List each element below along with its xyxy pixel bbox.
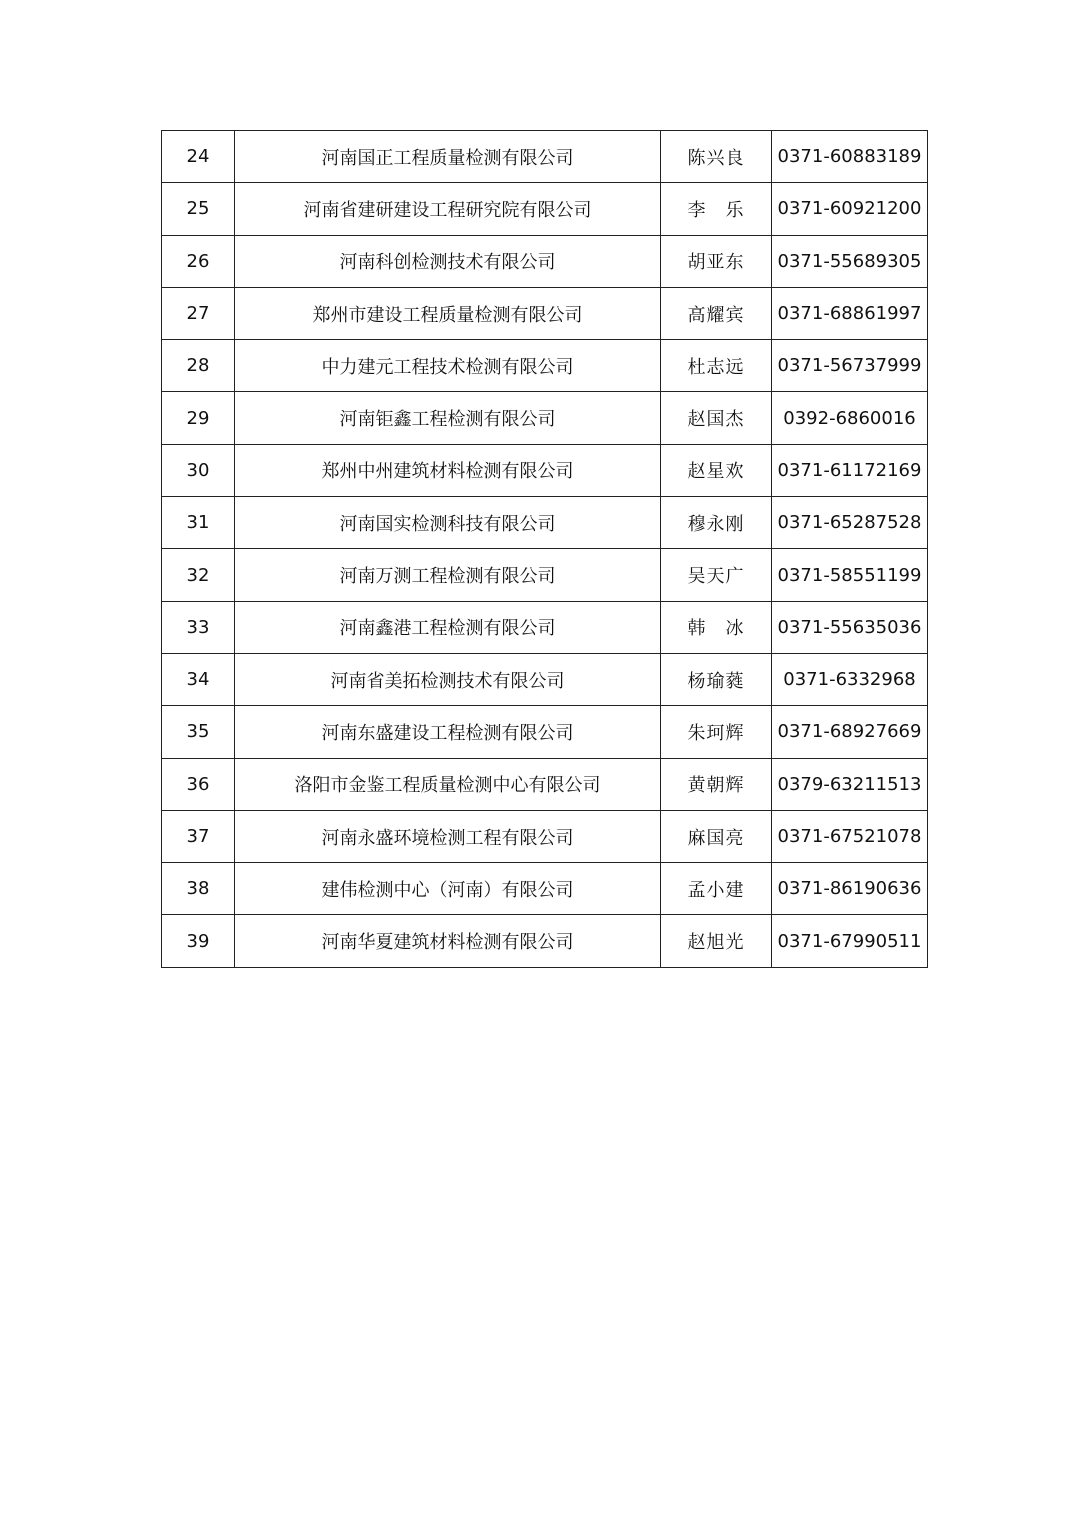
row-number-cell: 24	[162, 131, 235, 183]
table-row	[162, 653, 928, 705]
company-name-cell: 河南钜鑫工程检测有限公司	[235, 392, 661, 444]
contact-person-cell: 李 乐	[661, 183, 772, 235]
phone-number-cell: 0371-55689305	[772, 235, 928, 287]
table-row	[162, 810, 928, 862]
company-contact-table	[161, 130, 928, 968]
row-number-cell: 31	[162, 497, 235, 549]
row-number-cell: 36	[162, 758, 235, 810]
table-row	[162, 601, 928, 653]
contact-person-cell: 高耀宾	[661, 287, 772, 339]
table-row	[162, 444, 928, 496]
phone-number-cell: 0371-68927669	[772, 706, 928, 758]
phone-number-cell: 0371-65287528	[772, 497, 928, 549]
row-number-cell: 30	[162, 444, 235, 496]
company-name-cell: 郑州市建设工程质量检测有限公司	[235, 287, 661, 339]
contact-person-cell: 赵星欢	[661, 444, 772, 496]
phone-number-cell: 0371-61172169	[772, 444, 928, 496]
table-row	[162, 497, 928, 549]
phone-number-cell: 0371-67990511	[772, 915, 928, 967]
table-row	[162, 340, 928, 392]
table-row	[162, 758, 928, 810]
row-number-cell: 28	[162, 340, 235, 392]
contact-person-cell: 孟小建	[661, 863, 772, 915]
company-name-cell: 河南华夏建筑材料检测有限公司	[235, 915, 661, 967]
table-row	[162, 392, 928, 444]
row-number-cell: 37	[162, 810, 235, 862]
company-name-cell: 河南鑫港工程检测有限公司	[235, 601, 661, 653]
company-name-cell: 建伟检测中心（河南）有限公司	[235, 863, 661, 915]
contact-person-cell: 杨瑜蕤	[661, 653, 772, 705]
row-number-cell: 35	[162, 706, 235, 758]
row-number-cell: 38	[162, 863, 235, 915]
company-name-cell: 河南万测工程检测有限公司	[235, 549, 661, 601]
contact-person-cell: 麻国亮	[661, 810, 772, 862]
contact-person-cell: 吴天广	[661, 549, 772, 601]
table-row	[162, 131, 928, 183]
row-number-cell: 25	[162, 183, 235, 235]
phone-number-cell: 0371-60921200	[772, 183, 928, 235]
table-row	[162, 706, 928, 758]
phone-number-cell: 0371-86190636	[772, 863, 928, 915]
table-body	[162, 131, 928, 968]
company-name-cell: 河南国正工程质量检测有限公司	[235, 131, 661, 183]
phone-number-cell: 0371-55635036	[772, 601, 928, 653]
contact-person-cell: 赵国杰	[661, 392, 772, 444]
phone-number-cell: 0371-67521078	[772, 810, 928, 862]
contact-person-cell: 黄朝辉	[661, 758, 772, 810]
row-number-cell: 26	[162, 235, 235, 287]
company-name-cell: 河南东盛建设工程检测有限公司	[235, 706, 661, 758]
table-row	[162, 235, 928, 287]
company-name-cell: 洛阳市金鉴工程质量检测中心有限公司	[235, 758, 661, 810]
table-row	[162, 915, 928, 967]
contact-person-cell: 赵旭光	[661, 915, 772, 967]
contact-person-cell: 穆永刚	[661, 497, 772, 549]
contact-person-cell: 朱珂辉	[661, 706, 772, 758]
company-name-cell: 河南科创检测技术有限公司	[235, 235, 661, 287]
company-name-cell: 河南省美拓检测技术有限公司	[235, 653, 661, 705]
phone-number-cell: 0371-56737999	[772, 340, 928, 392]
row-number-cell: 27	[162, 287, 235, 339]
phone-number-cell: 0371-6332968	[772, 653, 928, 705]
phone-number-cell: 0379-63211513	[772, 758, 928, 810]
row-number-cell: 29	[162, 392, 235, 444]
company-name-cell: 中力建元工程技术检测有限公司	[235, 340, 661, 392]
row-number-cell: 33	[162, 601, 235, 653]
phone-number-cell: 0392-6860016	[772, 392, 928, 444]
company-name-cell: 河南国实检测科技有限公司	[235, 497, 661, 549]
phone-number-cell: 0371-68861997	[772, 287, 928, 339]
row-number-cell: 34	[162, 653, 235, 705]
table-row	[162, 549, 928, 601]
contact-person-cell: 陈兴良	[661, 131, 772, 183]
company-name-cell: 河南永盛环境检测工程有限公司	[235, 810, 661, 862]
table-row	[162, 863, 928, 915]
contact-person-cell: 杜志远	[661, 340, 772, 392]
phone-number-cell: 0371-58551199	[772, 549, 928, 601]
phone-number-cell: 0371-60883189	[772, 131, 928, 183]
row-number-cell: 32	[162, 549, 235, 601]
row-number-cell: 39	[162, 915, 235, 967]
company-name-cell: 河南省建研建设工程研究院有限公司	[235, 183, 661, 235]
company-name-cell: 郑州中州建筑材料检测有限公司	[235, 444, 661, 496]
table-row	[162, 287, 928, 339]
contact-person-cell: 韩 冰	[661, 601, 772, 653]
contact-person-cell: 胡亚东	[661, 235, 772, 287]
table-row	[162, 183, 928, 235]
